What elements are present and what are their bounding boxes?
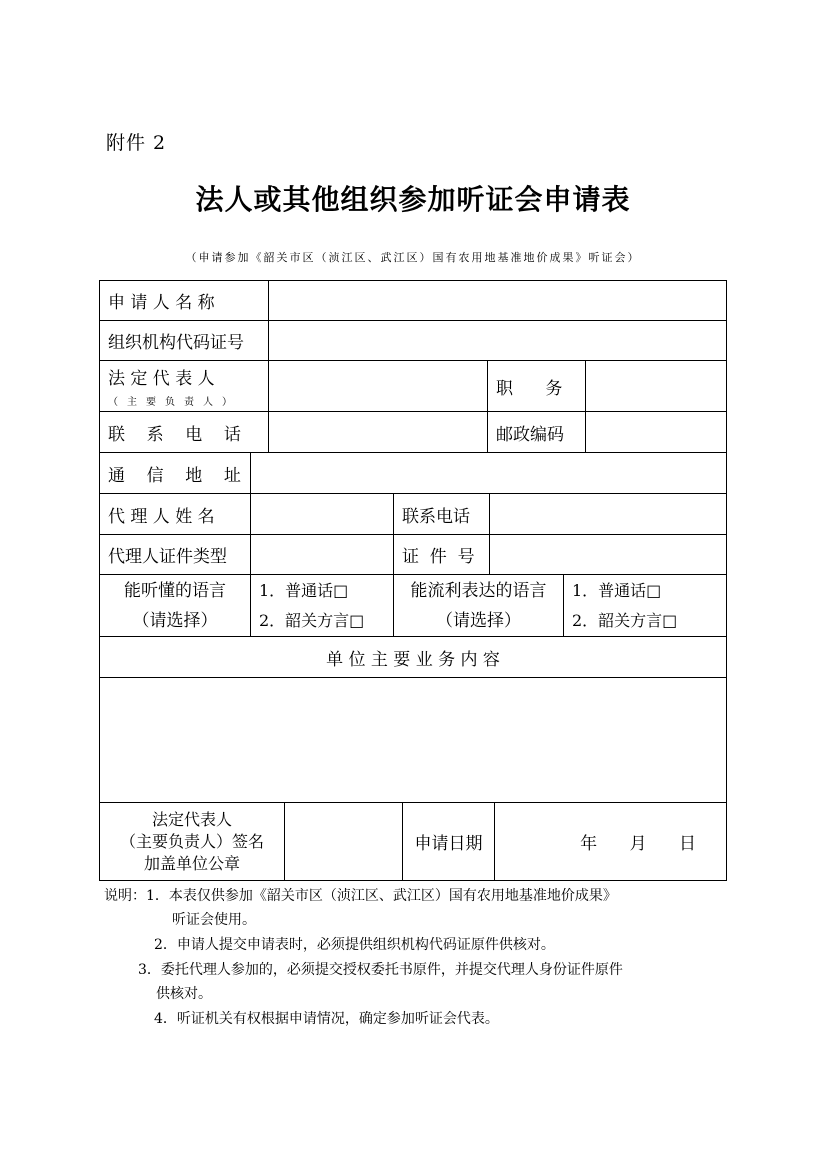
agent-name-label: 代 理 人 姓 名 (99, 494, 251, 535)
phone-label: 联 系 电 话 (99, 412, 269, 453)
position-label: 职 务 (488, 361, 586, 412)
listen-lang-options (251, 575, 394, 637)
id-number-label: 证 件 号 (394, 535, 490, 575)
postcode-field[interactable] (586, 412, 727, 453)
business-content-title: 单 位 主 要 业 务 内 容 (99, 637, 727, 678)
legal-rep-sub: （主要负责人） (108, 397, 241, 408)
listen-lang-label (99, 575, 251, 637)
speak-lang-options (564, 575, 727, 637)
address-label: 通 信 地 址 (99, 453, 251, 494)
legal-rep-main: 法 定 代 表 人 (108, 369, 215, 389)
postcode-label: 邮政编码 (488, 412, 586, 453)
signature-line-2: （主要负责人）签名 (119, 831, 264, 851)
org-code-field[interactable] (269, 321, 727, 361)
phone-field[interactable] (269, 412, 488, 453)
note-3-cont: 供核对。 (156, 986, 212, 1002)
attachment-label: 附件 2 (106, 132, 167, 154)
listen-lang-main: 能听懂的语言 (124, 580, 226, 601)
speak-option-mandarin[interactable]: 1．普通话□ (572, 580, 662, 600)
signature-label (99, 803, 285, 881)
note-1-cont: 听证会使用。 (172, 912, 256, 928)
speak-lang-sub: （请选择） (436, 610, 521, 631)
application-form (99, 280, 727, 881)
note-2: 2．申请人提交申请表时，必须提供组织机构代码证原件供核对。 (154, 937, 555, 953)
contact-phone-field[interactable] (490, 494, 727, 535)
applicant-name-label: 申 请 人 名 称 (99, 280, 269, 321)
page-title: 法人或其他组织参加听证会申请表 (195, 183, 631, 216)
listen-lang-sub: （请选择） (132, 610, 218, 631)
listen-option-shaoguan[interactable]: 2．韶关方言□ (259, 610, 365, 630)
apply-date-label: 申请日期 (403, 803, 495, 881)
note-3: 3．委托代理人参加的，必须提交授权委托书原件，并提交代理人身份证件原件 (138, 962, 623, 978)
legal-rep-field[interactable] (269, 361, 488, 412)
note-1: 说明：1．本表仅供参加《韶关市区（浈江区、武江区）国有农用地基准地价成果》 (104, 888, 617, 904)
legal-rep-label (99, 361, 269, 412)
signature-line-3: 加盖单位公章 (143, 853, 240, 873)
org-code-label: 组织机构代码证号 (99, 321, 269, 361)
address-field[interactable] (251, 453, 727, 494)
signature-line-1: 法定代表人 (151, 809, 232, 829)
contact-phone-label: 联系电话 (394, 494, 490, 535)
business-content-field[interactable] (99, 678, 727, 803)
applicant-name-field[interactable] (269, 280, 727, 321)
listen-option-mandarin[interactable]: 1．普通话□ (259, 580, 349, 600)
signature-field[interactable] (285, 803, 403, 881)
agent-id-type-field[interactable] (251, 535, 394, 575)
speak-lang-main: 能流利表达的语言 (410, 580, 547, 601)
page-subtitle: （申请参加《韶关市区（浈江区、武江区）国有农用地基准地价成果》听证会） (185, 251, 641, 264)
speak-lang-label (394, 575, 564, 637)
id-number-field[interactable] (490, 535, 727, 575)
agent-name-field[interactable] (251, 494, 394, 535)
apply-date-field[interactable]: 年 月 日 (495, 803, 727, 881)
agent-id-type-label: 代理人证件类型 (99, 535, 251, 575)
note-4: 4．听证机关有权根据申请情况，确定参加听证会代表。 (154, 1011, 499, 1027)
speak-option-shaoguan[interactable]: 2．韶关方言□ (572, 610, 678, 630)
position-field[interactable] (586, 361, 727, 412)
